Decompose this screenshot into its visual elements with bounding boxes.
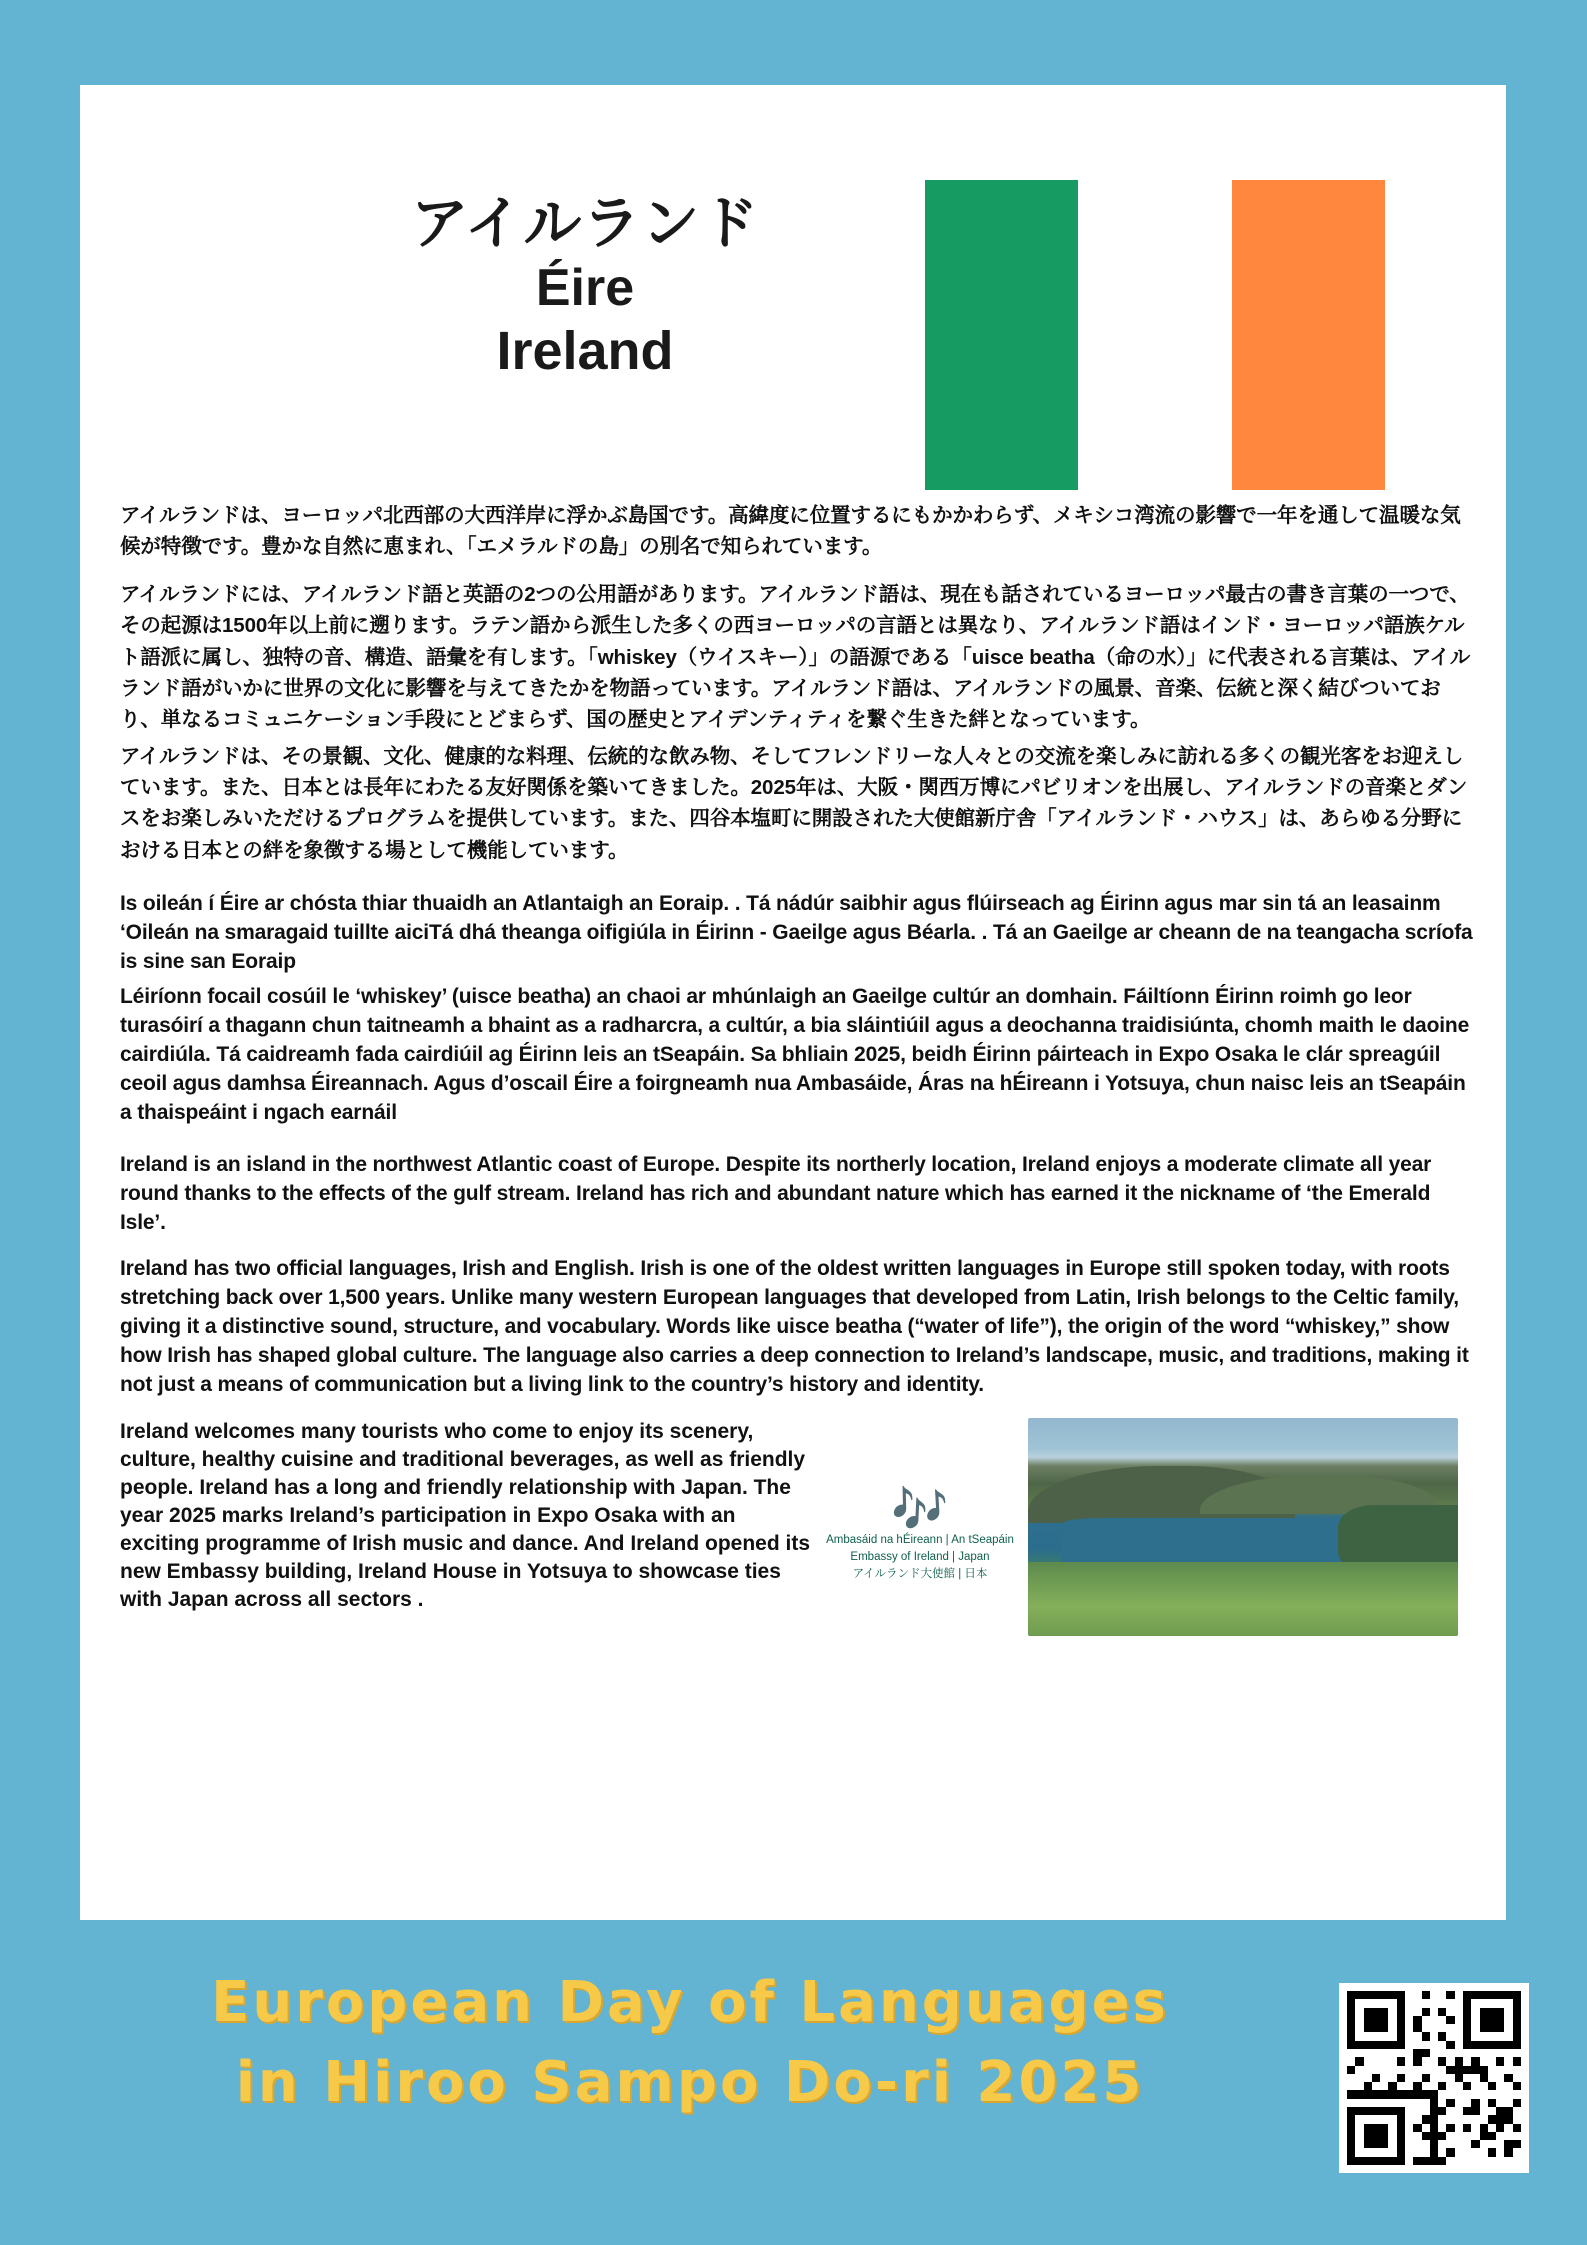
footer-title (70, 1963, 1310, 2122)
title-block (275, 190, 895, 384)
closing-row (120, 1418, 1475, 1648)
photo-sea (1062, 1518, 1380, 1566)
paragraph-japanese-1: アイルランドは、ヨーロッパ北西部の大西洋岸に浮かぶ島国です。高緯度に位置するにもかかわらず、メキシコ湾流の影響で一年を通して温暖な気候が特徴です。豊かな自然に恵まれ、「エメラルドの島」の別名で知られています。 (120, 504, 1461, 559)
harp-icon: 🎶 (891, 1483, 949, 1536)
footer-line-2: in Hiroo Sampo Do-ri 2025 (235, 2049, 1145, 2115)
poster-sheet (80, 85, 1506, 1920)
flag-band-orange (1232, 180, 1385, 490)
poster-header (80, 85, 1506, 505)
page-title-japanese: アイルランド (410, 191, 760, 256)
flag-band-white (1078, 180, 1231, 490)
photo-block (1028, 1418, 1458, 1636)
paragraph-english-1: Ireland is an island in the northwest Atlantic coast of Europe. Despite its northerly location, Ireland enjoys a moderate climate all year round thanks to the effects of the gulf stream. Ireland has rich and abundant nature which has earned it the nickname of ‘the Emerald Isle’. (120, 1153, 1432, 1235)
embassy-line-3: アイルランド大使館 | 日本 (852, 1567, 988, 1580)
qr-code[interactable] (1339, 1983, 1529, 2173)
footer-line-1: European Day of Languages (211, 1970, 1169, 2035)
paragraph-irish-1: Is oileán í Éire ar chósta thiar thuaidh an Atlantaigh an Eoraip. . Tá nádúr saibhir agus flúirseach ag Éirinn agus mar sin tá an leasainm ‘Oileán na smaragaid tuillte aiciTá dhá theanga oifigiúla in Éirinn - Gaeilge agus Béarla. . Tá an Gaeilge ar cheann de na teangacha scríofa is sine san Eoraip (120, 891, 1473, 973)
paragraph-english-2: Ireland has two official languages, Irish and English. Irish is one of the oldest written languages in Europe still spoken today, with roots stretching back over 1,500 years. Unlike many western European languages that developed from Latin, Irish belongs to the Celtic family, giving it a distinctive sound, structure, and vocabulary. Words like uisce beatha (“water of life”), the origin of the word “whiskey,” show how Irish has shaped global culture. The language also carries a deep connection to Ireland’s landscape, music, and traditions, making it not just a means of communication but a living link to the country’s history and identity. (120, 1257, 1469, 1397)
page-title-english: Ireland (496, 320, 674, 381)
embassy-line-1: Ambasáid na hÉireann | An tSeapáin (826, 1534, 1014, 1547)
photo-field (1028, 1562, 1458, 1636)
flag-of-ireland-icon (925, 180, 1385, 490)
page-title-irish: Éire (535, 259, 635, 318)
flag-band-green (925, 180, 1078, 490)
poster-content (120, 500, 1475, 1648)
paragraph-japanese-2: アイルランドには、アイルランド語と英語の2つの公用語があります。アイルランド語は、現在も話されているヨーロッパ最古の書き言葉の一つで、その起源は1500年以上前に遡ります。ラテン語から派生した多くの西ヨーロッパの言語とは異なり、アイルランド語はインド・ヨーロッパ語族ケルト語派に属し、独特の音、構造、語彙を有します。「whiskey（ウイスキー）」の語源である「uisce beatha（命の水）」に代表される言葉は、アイルランド語がいかに世界の文化に影響を与えてきたかを物語っています。アイルランド語は、アイルランドの風景、音楽、伝統と深く結びついており、単なるコミュニケーション手段にとどまらず、国の歴史とアイデンティティを繋ぐ生きた絆となっています。 (120, 583, 1471, 731)
embassy-line-2: Embassy of Ireland | Japan (850, 1550, 990, 1563)
poster-footer (0, 1955, 1587, 2205)
paragraph-japanese-3: アイルランドは、その景観、文化、健康的な料理、伝統的な飲み物、そしてフレンドリーな人々との交流を楽しみに訪れる多くの観光客をお迎えしています。また、日本とは長年にわたる友好関係を築いてきました。2025年は、大阪・関西万博にパビリオンを出展し、アイルランドの音楽とダンスをお楽しみいただけるプログラムを提供しています。また、四谷本塩町に開設された大使館新庁舎「アイルランド・ハウス」は、あらゆる分野における日本との絆を象徴する場として機能しています。 (120, 745, 1468, 862)
irish-coastline-photo (1028, 1418, 1458, 1636)
paragraph-irish-2: Léiríonn focail cosúil le ‘whiskey’ (uisce beatha) an chaoi ar mhúnlaigh an Gaeilge cultúr an domhain. Fáiltíonn Éirinn roimh go leor turasóirí a thagann chun taitneamh a bhaint as a radharcra, a cultúr, a bia sláintiúil agus a deochanna traidisiúnta, chomh maith le daoine cairdiúla. Tá caidreamh fada cairdiúil ag Éirinn leis an tSeapáin. Sa bhliain 2025, beidh Éirinn páirteach in Expo Osaka le clár spreagúil ceoil agus damhsa Éireannach. Agus d’oscail Éire a foirgneamh nua Ambasáide, Áras na hÉireann i Yotsuya, chun naisc leis an tSeapáin a thaispeáint i ngach earnáil (120, 984, 1470, 1124)
paragraph-english-3: Ireland welcomes many tourists who come to enjoy its scenery, culture, healthy cuisine and traditional beverages, as well as friendly people. Ireland has a long and friendly relationship with Japan. The year 2025 marks Ireland’s participation in Expo Osaka with an exciting programme of Irish music and dance. And Ireland opened its new Embassy building, Ireland House in Yotsuya to showcase ties with Japan across all sectors . (120, 1420, 811, 1611)
embassy-logo (825, 1483, 1015, 1582)
